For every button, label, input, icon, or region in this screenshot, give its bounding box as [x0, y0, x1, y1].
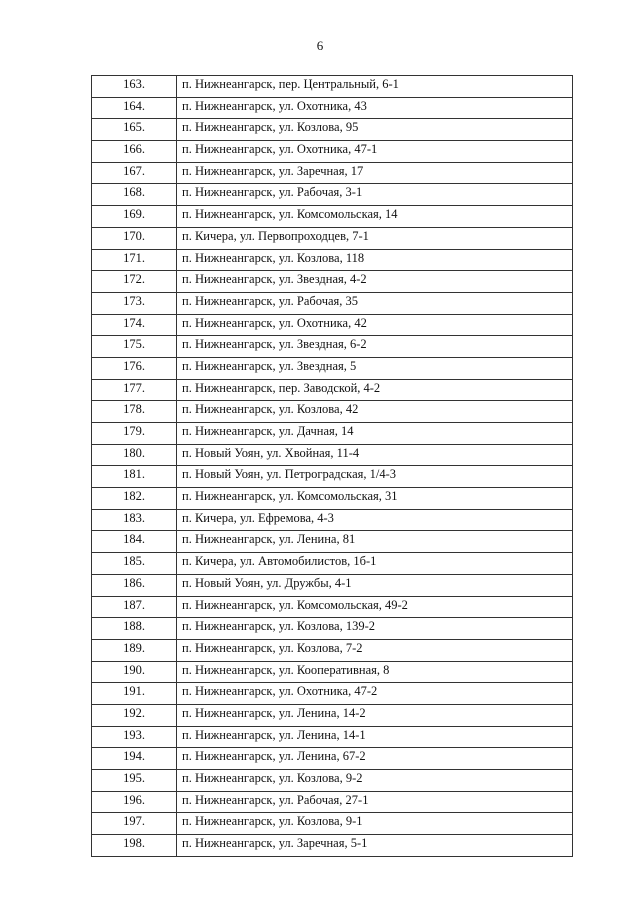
- row-address: п. Нижнеангарск, ул. Козлова, 95: [177, 119, 573, 141]
- row-number: 177.: [92, 379, 177, 401]
- address-table-body: [92, 76, 573, 857]
- table-row: [92, 639, 573, 661]
- table-row: [92, 292, 573, 314]
- table-row: [92, 357, 573, 379]
- table-row: [92, 271, 573, 293]
- row-address: п. Кичера, ул. Автомобилистов, 1б-1: [177, 553, 573, 575]
- table-row: [92, 574, 573, 596]
- row-number: 189.: [92, 639, 177, 661]
- row-address: п. Нижнеангарск, ул. Заречная, 5-1: [177, 835, 573, 857]
- row-address: п. Нижнеангарск, ул. Рабочая, 27-1: [177, 791, 573, 813]
- row-number: 184.: [92, 531, 177, 553]
- table-row: [92, 76, 573, 98]
- table-row: [92, 466, 573, 488]
- table-row: [92, 119, 573, 141]
- row-address: п. Нижнеангарск, ул. Охотника, 47-2: [177, 683, 573, 705]
- row-address: п. Нижнеангарск, ул. Ленина, 67-2: [177, 748, 573, 770]
- row-number: 187.: [92, 596, 177, 618]
- table-row: [92, 509, 573, 531]
- row-number: 165.: [92, 119, 177, 141]
- row-address: п. Нижнеангарск, ул. Комсомольская, 31: [177, 488, 573, 510]
- row-number: 169.: [92, 206, 177, 228]
- table-row: [92, 791, 573, 813]
- table-row: [92, 227, 573, 249]
- table-row: [92, 531, 573, 553]
- table-row: [92, 141, 573, 163]
- table-row: [92, 379, 573, 401]
- row-address: п. Нижнеангарск, ул. Звездная, 5: [177, 357, 573, 379]
- table-row: [92, 401, 573, 423]
- table-row: [92, 704, 573, 726]
- row-address: п. Нижнеангарск, ул. Охотника, 47-1: [177, 141, 573, 163]
- row-number: 183.: [92, 509, 177, 531]
- table-row: [92, 184, 573, 206]
- row-number: 164.: [92, 97, 177, 119]
- row-number: 188.: [92, 618, 177, 640]
- row-address: п. Нижнеангарск, ул. Охотника, 43: [177, 97, 573, 119]
- table-row: [92, 596, 573, 618]
- table-row: [92, 444, 573, 466]
- row-address: п. Новый Уоян, ул. Хвойная, 11-4: [177, 444, 573, 466]
- row-number: 196.: [92, 791, 177, 813]
- row-address: п. Нижнеангарск, ул. Комсомольская, 49-2: [177, 596, 573, 618]
- row-number: 181.: [92, 466, 177, 488]
- row-number: 171.: [92, 249, 177, 271]
- table-row: [92, 748, 573, 770]
- row-number: 190.: [92, 661, 177, 683]
- address-table: [91, 75, 573, 857]
- row-address: п. Нижнеангарск, ул. Заречная, 17: [177, 162, 573, 184]
- page-number: 6: [316, 38, 324, 53]
- table-row: [92, 835, 573, 857]
- table-row: [92, 726, 573, 748]
- row-address: п. Нижнеангарск, ул. Ленина, 81: [177, 531, 573, 553]
- row-address: п. Нижнеангарск, ул. Козлова, 42: [177, 401, 573, 423]
- table-row: [92, 488, 573, 510]
- row-number: 186.: [92, 574, 177, 596]
- row-address: п. Нижнеангарск, ул. Козлова, 118: [177, 249, 573, 271]
- row-number: 166.: [92, 141, 177, 163]
- row-address: п. Нижнеангарск, ул. Козлова, 9-2: [177, 770, 573, 792]
- table-row: [92, 314, 573, 336]
- row-address: п. Нижнеангарск, ул. Звездная, 4-2: [177, 271, 573, 293]
- row-number: 175.: [92, 336, 177, 358]
- table-row: [92, 813, 573, 835]
- table-row: [92, 249, 573, 271]
- table-row: [92, 423, 573, 445]
- row-number: 195.: [92, 770, 177, 792]
- row-address: п. Новый Уоян, ул. Дружбы, 4-1: [177, 574, 573, 596]
- table-row: [92, 336, 573, 358]
- row-number: 163.: [92, 76, 177, 98]
- row-number: 197.: [92, 813, 177, 835]
- row-address: п. Нижнеангарск, ул. Ленина, 14-1: [177, 726, 573, 748]
- row-address: п. Нижнеангарск, ул. Козлова, 9-1: [177, 813, 573, 835]
- row-number: 180.: [92, 444, 177, 466]
- row-address: п. Кичера, ул. Ефремова, 4-3: [177, 509, 573, 531]
- row-address: п. Нижнеангарск, ул. Ленина, 14-2: [177, 704, 573, 726]
- row-address: п. Новый Уоян, ул. Петроградская, 1/4-3: [177, 466, 573, 488]
- row-number: 167.: [92, 162, 177, 184]
- table-row: [92, 770, 573, 792]
- row-address: п. Нижнеангарск, пер. Заводской, 4-2: [177, 379, 573, 401]
- row-number: 174.: [92, 314, 177, 336]
- row-address: п. Кичера, ул. Первопроходцев, 7-1: [177, 227, 573, 249]
- row-number: 168.: [92, 184, 177, 206]
- table-row: [92, 97, 573, 119]
- row-address: п. Нижнеангарск, ул. Козлова, 139-2: [177, 618, 573, 640]
- row-number: 192.: [92, 704, 177, 726]
- table-row: [92, 553, 573, 575]
- row-address: п. Нижнеангарск, ул. Рабочая, 3-1: [177, 184, 573, 206]
- row-number: 194.: [92, 748, 177, 770]
- table-row: [92, 683, 573, 705]
- row-address: п. Нижнеангарск, ул. Комсомольская, 14: [177, 206, 573, 228]
- row-number: 176.: [92, 357, 177, 379]
- table-row: [92, 162, 573, 184]
- table-row: [92, 618, 573, 640]
- row-address: п. Нижнеангарск, ул. Козлова, 7-2: [177, 639, 573, 661]
- row-number: 179.: [92, 423, 177, 445]
- row-number: 178.: [92, 401, 177, 423]
- row-address: п. Нижнеангарск, ул. Дачная, 14: [177, 423, 573, 445]
- row-number: 173.: [92, 292, 177, 314]
- row-number: 170.: [92, 227, 177, 249]
- row-address: п. Нижнеангарск, ул. Кооперативная, 8: [177, 661, 573, 683]
- row-address: п. Нижнеангарск, ул. Рабочая, 35: [177, 292, 573, 314]
- table-row: [92, 206, 573, 228]
- row-number: 198.: [92, 835, 177, 857]
- row-number: 191.: [92, 683, 177, 705]
- row-number: 193.: [92, 726, 177, 748]
- row-address: п. Нижнеангарск, пер. Центральный, 6-1: [177, 76, 573, 98]
- table-row: [92, 661, 573, 683]
- row-address: п. Нижнеангарск, ул. Звездная, 6-2: [177, 336, 573, 358]
- row-address: п. Нижнеангарск, ул. Охотника, 42: [177, 314, 573, 336]
- row-number: 182.: [92, 488, 177, 510]
- row-number: 172.: [92, 271, 177, 293]
- row-number: 185.: [92, 553, 177, 575]
